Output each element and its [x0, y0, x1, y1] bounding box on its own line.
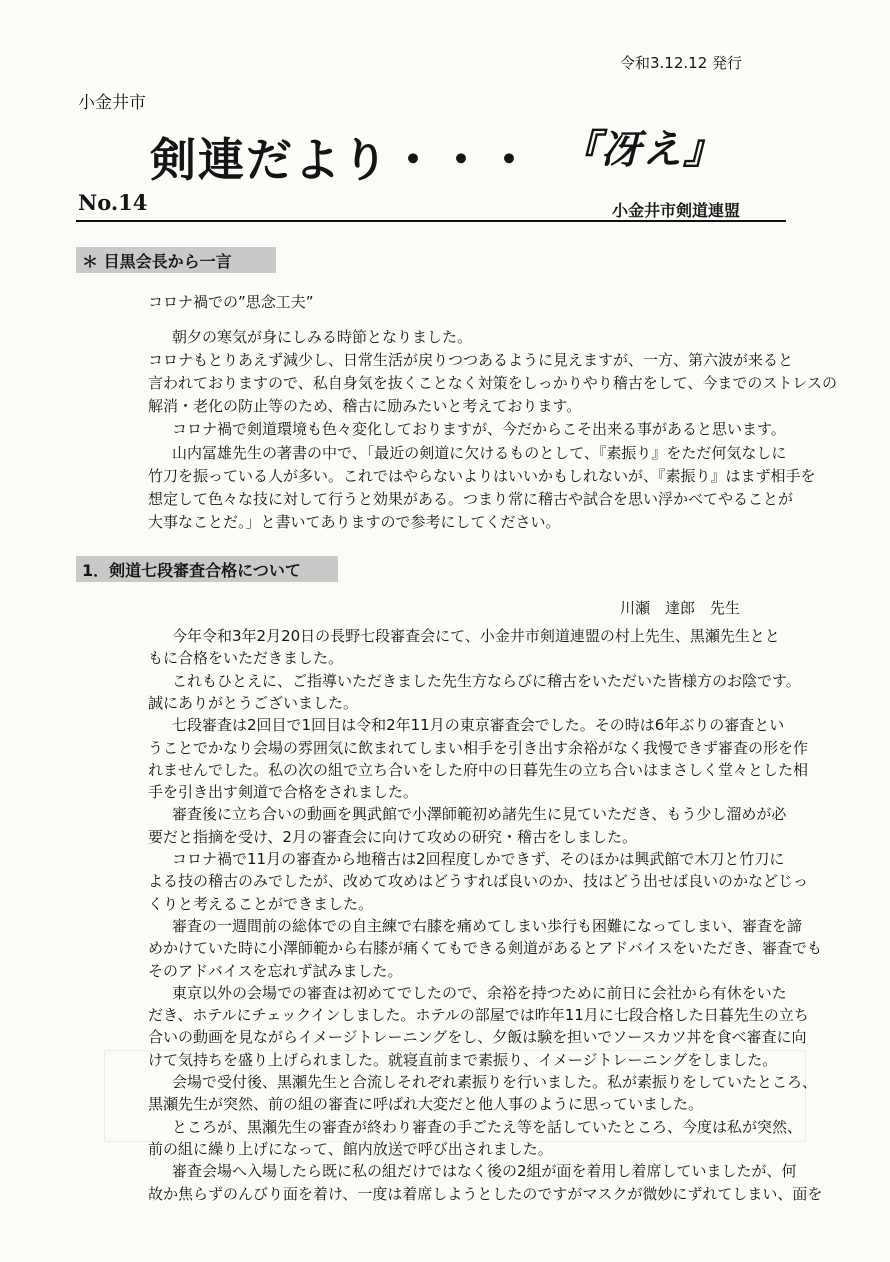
issue-date: 令和3.12.12 発行: [620, 54, 743, 72]
body-line: うことでかなり会場の雰囲気に飲まれてしまい相手を引き出す余裕がなく我慢できず審査の形を作: [148, 738, 809, 757]
organization-name: 小金井市剣道連盟: [612, 201, 741, 220]
body-line: もに合格をいただきました。: [148, 649, 344, 668]
body-line: そのアドバイスを忘れず試みました。: [148, 961, 403, 980]
body-line: 手を引き出す剣道で合格をされました。: [148, 783, 419, 802]
body-line: よる技の稽古のみでしたが、改めて攻めはどうすれば良いのか、技はどう出せば良いのかなどじっ: [148, 872, 809, 891]
body-line: 黒瀬先生が突然、前の組の審査に呼ばれ大変だと他人事のように思っていました。: [148, 1095, 704, 1114]
body-line: 竹刀を振っている人が多い。これではやらないよりはいいかもしれないが、『素振り』はまず相手を: [148, 466, 816, 485]
body-line: めかけていた時に小澤師範から右膝が痛くてもできる剣道があるとアドバイスをいただき、審査でも: [148, 939, 822, 958]
body-line: けて気持ちを盛り上げられました。就寝直前まで素振り、イメージトレーニングをしました。: [148, 1050, 778, 1069]
body-line: 審査会場へ入場したら既に私の組だけではなく後の2組が面を着用し着席していましたが、何: [172, 1162, 797, 1181]
city-name: 小金井市: [78, 93, 146, 113]
body-line: 七段審査は2回目で1回目は令和2年11月の東京審査会でした。その時は6年ぶりの審査とい: [172, 716, 785, 735]
body-line: 審査の一週間前の総体での自主練で右膝を痛めてしまい歩行も困難になってしまい、審査を諦: [172, 916, 803, 935]
body-line: 前の組に繰り上げになって、館内放送で呼び出されました。: [148, 1139, 553, 1158]
body-line: 要だと指摘を受け、2月の審査会に向けて攻めの研究・稽古をしました。: [148, 827, 637, 846]
section-heading: ＊ 目黒会長から一言: [82, 252, 232, 271]
body-line: 山内冨雄先生の著書の中で、「最近の剣道に欠けるものとして、『素振り』をただ何気なしに: [172, 443, 787, 462]
body-line: 大事なことだ。」と書いてありますので参考にしてください。: [148, 512, 561, 531]
bleed-through-text: [500, 250, 518, 276]
author-line: 川瀬 達郎 先生: [620, 599, 741, 617]
body-line: 解消・老化の防止等のため、稽古に励みたいと考えております。: [148, 397, 582, 416]
bleed-through-box: [104, 1050, 806, 1142]
body-line: 言われておりますので、私自身気を抜くことなく対策をしっかりやり稽古をして、今までのストレスの: [148, 374, 837, 393]
body-line: 想定して色々な技に対して行うと効果がある。つまり常に稽古や試合を思い浮かべてやることが: [148, 489, 794, 508]
body-line: 今年令和3年2月20日の長野七段審査会にて、小金井市剣道連盟の村上先生、黒瀬先生とと: [172, 627, 780, 645]
body-line: 誠にありがとうございました。: [148, 693, 359, 712]
newsletter-title: 剣連だより・・・: [150, 133, 534, 187]
subheading: コロナ禍での”思念工夫”: [148, 293, 314, 311]
section-heading: 1．剣道七段審査合格について: [82, 561, 301, 580]
section-heading-bar: [76, 247, 276, 273]
issue-number: No.14: [78, 190, 148, 215]
body-line: これもひとえに、ご指導いただきました先生方ならびに稽古をいただいた皆様方のお陰です。: [172, 671, 801, 690]
body-line: 故か焦らずのんびり面を着け、一度は着席しようとしたのですがマスクが微妙にずれてしまい、面を: [148, 1184, 823, 1203]
body-line: 東京以外の会場での審査は初めてでしたので、余裕を持つために前日に会社から有休をいた: [172, 983, 787, 1002]
body-line: 審査後に立ち合いの動画を興武館で小澤師範初め諸先生に見ていただき、もう少し溜めが必: [172, 805, 787, 824]
header-rule: [76, 220, 786, 222]
body-line: れませんでした。私の次の組で立ち合いをした府中の日暮先生の立ち合いはまさしく堂々とした相: [148, 760, 809, 779]
body-line: ところが、黒瀬先生の審査が終わり審査の手ごたえ等を話していたところ、今度は私が突然、: [172, 1117, 803, 1136]
body-line: コロナ禍で剣道環境も色々変化しておりますが、今だからこそ出来る事があると思います。: [172, 420, 786, 439]
section-heading-bar: [76, 556, 338, 582]
body-line: 朝夕の寒気が身にしみる時節となりました。: [172, 328, 473, 346]
newsletter-subtitle: 『冴え』: [560, 126, 724, 173]
body-line: 会場で受付後、黒瀬先生と合流しそれぞれ素振りを行いました。私が素振りをしていたところ、: [172, 1073, 818, 1091]
body-line: コロナ禍で11月の審査から地稽古は2回程度しかできず、そのほかは興武館で木刀と竹刀に: [172, 850, 785, 868]
body-line: 合いの動画を見ながらイメージトレーニングをし、夕飯は験を担いでソースカツ丼を食べ審査に向: [148, 1028, 807, 1047]
body-line: コロナもとりあえず減少し、日常生活が戻りつつあるように見えますが、一方、第六波が来ると: [148, 351, 794, 370]
body-line: だき、ホテルにチェックインしました。ホテルの部屋では昨年11月に七段合格した日暮先生の立ち: [148, 1006, 809, 1025]
body-line: くりと考えることができました。: [148, 894, 374, 913]
bleed-through-text: [610, 18, 624, 38]
